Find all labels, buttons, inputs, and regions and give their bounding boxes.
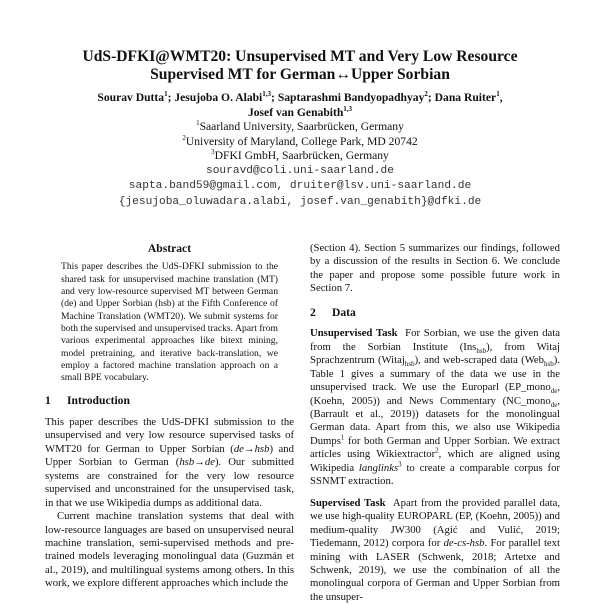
affiliation (0, 135, 600, 150)
affiliation-text: DFKI GmbH, Saarbrücken, Germany (214, 149, 389, 162)
affiliation-list (0, 120, 600, 164)
supervised-task-paragraph (310, 497, 560, 604)
text-run: For Sorbian, we use the given data from the Sorbian Institute (Ins (310, 327, 561, 353)
text-run: for both German and Upper Sorbian. We extract articles using Wikiextractor (310, 434, 560, 461)
direction-term: de-cs-hsb (443, 537, 485, 550)
email-line: souravd@coli.uni-saarland.de (206, 164, 394, 177)
text-run: ). Our submitted systems are constrained for the very low resource supervised and unconstrained for the unsupervised task, in that we use Wikipedia dumps as additional data. (45, 456, 294, 509)
affiliation-mark: 2 (182, 133, 186, 142)
text-run: . For parallel text mining with LASER (Schwenk, 2018; Artetxe and Schwenk, 2019), we use the combination of all the monolingual corpora of German and Upper Sorbian from the unsuper- (310, 537, 560, 603)
section-title: Data (332, 305, 356, 319)
section-heading-data (310, 306, 560, 319)
text-run: This paper describes the UdS-DFKI submission to the unsupervised and very low resource supervised tasks of WMT20 for German to Upper Sorbian ( (45, 415, 294, 455)
footnote-mark: 1 (340, 433, 345, 442)
affiliation (0, 120, 600, 135)
text-run: ) and Upper Sorbian to German ( (45, 442, 294, 469)
footnote-mark: 3 (398, 460, 402, 469)
text-run: , (Koehn, 2005)) and News Commentary (NC_mono (310, 381, 560, 407)
abstract-heading: Abstract (147, 242, 192, 255)
affiliation (0, 149, 600, 164)
author-name: Saptarashmi Bandyopadhyay (277, 91, 425, 104)
text-run: Apart from the provided parallel data, we use high-quality EUROPARL (EP, (Koehn, 2005)) and medium-quality JW300 (Agić and Vulić, 2019; Tiedemann, 2012) corpora for (310, 496, 560, 550)
subscript: hsb (544, 360, 554, 369)
unsupervised-task-paragraph (310, 327, 560, 488)
author-affil-mark: 2 (424, 90, 428, 99)
text-run: ), and web-scraped data (Web (414, 354, 545, 367)
subscript: de (550, 387, 558, 396)
left-column (45, 242, 294, 591)
affiliation-text: University of Maryland, College Park, MD 20742 (185, 134, 418, 148)
subscript: hsb (476, 346, 487, 355)
abstract-text: This paper describes the UdS-DFKI submission to the shared task for unsupervised machine translation (MT) and very low-resource supervised MT between German (de) and Upper Sorbian (hsb) at the Fifth Conference of Machine Translation (WMT20). We submit systems for both the supervised and unsupervised tracks. Apart from various experimental approaches like bitext mining, model pretraining, and iterative back-translation, we employ a factored machine translation approach on a small BPE vocabulary. (61, 261, 278, 384)
right-column (310, 242, 560, 604)
text-run: ). Table 1 gives a summary of the data we use in the unsupervised track. We use the Europarl (EP_mono (310, 354, 560, 394)
intro-continuation: (Section 4). Section 5 summarizes our findings, followed by a discussion of the results in Section 6. We conclude the paper and propose some possible future work in Section 7. (310, 242, 560, 295)
intro-paragraph-1 (45, 416, 294, 510)
term-langlinks: langlinks (358, 461, 399, 474)
paper-title (0, 48, 600, 84)
author-name: Josef van Genabith (247, 106, 344, 119)
section-number: 2 (310, 305, 316, 319)
direction-term: hsb→de (179, 456, 215, 469)
footnote-mark: 2 (435, 446, 439, 455)
paragraph-heading: Supervised Task (310, 496, 386, 509)
author-name: Dana Ruiter (434, 91, 497, 104)
section-title: Introduction (67, 394, 130, 408)
author-name: Sourav Dutta (97, 91, 165, 104)
author-affil-mark: 1 (496, 90, 500, 99)
text-run: ), from Witaj Sprachzentrum (Witaj (310, 340, 561, 367)
email-line: sapta.band59@gmail.com, druiter@lsv.uni-saarland.de (128, 180, 472, 192)
text-run: to create a comparable corpus for SSNMT extraction. (310, 461, 560, 488)
section-number: 1 (45, 394, 51, 408)
subscript: de (550, 400, 558, 409)
section-heading-introduction (45, 394, 294, 407)
email-line: {jesujoba_oluwadara.alabi, josef.van_genabith}@dfki.de (118, 195, 482, 208)
paragraph-heading: Unsupervised Task (310, 327, 398, 340)
author-affil-mark: 1 (164, 90, 168, 99)
affiliation-text: Saarland University, Saarbrücken, Germany (199, 120, 404, 133)
affiliation-mark: 1 (196, 119, 200, 128)
author-list: Sourav Dutta$^1$; Jesujoba O. Alabi$^{1,3}$; Saptarashmi Bandyopadhyay$^2$; Dana Ruiter$^1$, Josef van Genabith$^{1,3}$ (97, 90, 503, 119)
intro-paragraph-2: Current machine translation systems that deal with low-resource languages are based on unsupervised neural machine translation, semi-supervised methods and pre-trained models leveraging monolingual data (Guzmán et al., 2019), and multilingual systems among others. In this work, we explore different approaches which include the (45, 510, 294, 590)
author-name: Jesujoba O. Alabi (174, 91, 263, 104)
author-affil-mark: 1,3 (343, 105, 353, 114)
author-affil-mark: 1,3 (262, 90, 272, 99)
direction-term: de→hsb (233, 442, 270, 455)
email-list (0, 164, 600, 211)
paper-header (0, 48, 600, 210)
title-line-2: Supervised MT for German↔Upper Sorbian (150, 66, 450, 83)
subscript: hsb (404, 360, 415, 369)
affiliation-mark: 3 (211, 148, 215, 157)
text-run: , (Barrault et al., 2019)) datasets for the monolingual German data. Apart from this, we also use Wikipedia Dumps (310, 394, 560, 447)
title-line-1: UdS-DFKI@WMT20: Unsupervised MT and Very Low Resource (82, 48, 518, 65)
text-run: , which are aligned using Wikipedia (310, 448, 560, 474)
